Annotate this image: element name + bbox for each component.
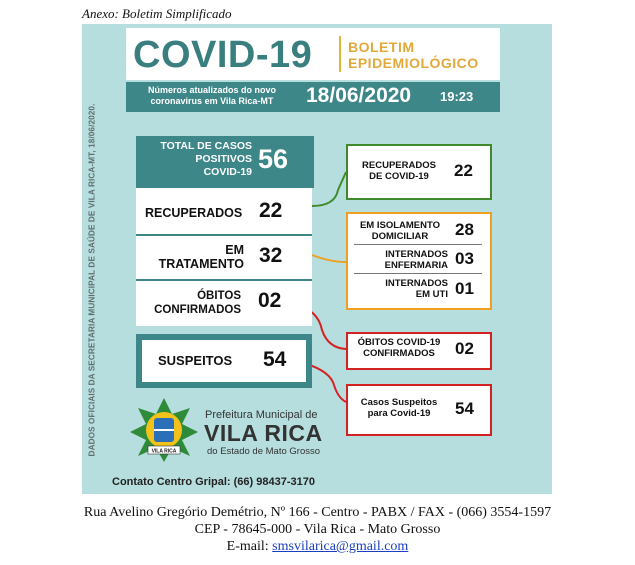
total-cases-line1: TOTAL DE CASOS — [160, 140, 252, 152]
enfermaria-label — [370, 249, 448, 271]
side-caption-text: DADOS OFICIAIS DA SECRETARIA MUNICIPAL DE SAÚDE DE VILA RICA-MT, 18/06/2020. — [87, 103, 97, 457]
divider — [354, 244, 482, 245]
shield-text: VILA RICA — [151, 448, 177, 455]
address-line3 — [0, 538, 635, 555]
divider — [136, 234, 312, 236]
logo-line1: Prefeitura Municipal de — [205, 409, 318, 421]
divider — [354, 273, 482, 274]
recuperados-covid-value: 22 — [454, 161, 473, 180]
isolamento-value: 28 — [455, 220, 474, 239]
bulletin-title-line2: EPIDEMIOLÓGICO — [348, 55, 479, 71]
uti-line1: INTERNADOS — [385, 278, 448, 289]
subheader-line2: coronavirus em Vila Rica-MT — [150, 96, 274, 106]
obitos-line1: ÓBITOS — [197, 290, 241, 302]
suspeitos-covid-label — [350, 397, 448, 419]
tratamento-label — [150, 243, 244, 271]
recuperados-covid-label — [354, 160, 444, 182]
obitos-value: 02 — [258, 289, 282, 312]
enfermaria-line1: INTERNADOS — [385, 249, 448, 260]
obitos-covid-line2: CONFIRMADOS — [363, 348, 435, 359]
suspeitos-label: SUSPEITOS — [158, 353, 233, 368]
email-link[interactable]: smsvilarica@gmail.com — [272, 539, 409, 554]
tratamento-value: 32 — [259, 244, 283, 267]
total-cases-value: 56 — [258, 144, 289, 174]
suspeitos-value: 54 — [263, 348, 287, 371]
total-cases-line3: COVID-19 — [203, 166, 252, 178]
obitos-covid-line1: ÓBITOS COVID-19 — [357, 337, 441, 348]
coat-of-arms-icon — [128, 396, 200, 464]
isolamento-line2: DOMICILIAR — [371, 231, 429, 242]
address-footer — [0, 504, 635, 555]
obitos-line2: CONFIRMADOS — [154, 304, 241, 316]
divider — [136, 279, 312, 281]
connector-recuperados — [312, 172, 346, 206]
address-line2: CEP - 78645-000 - Vila Rica - Mato Grosso — [194, 522, 441, 537]
logo-line2: VILA RICA — [204, 420, 323, 446]
recuperados-label: RECUPERADOS — [145, 206, 243, 220]
total-cases-line2: POSITIVOS — [195, 153, 252, 165]
bulletin-title-line1: BOLETIM — [348, 39, 415, 55]
isolamento-label — [352, 220, 448, 242]
bulletin-date: 18/06/2020 — [306, 84, 412, 107]
obitos-label — [145, 289, 241, 317]
obitos-covid-label — [350, 337, 448, 359]
uti-value: 01 — [455, 279, 474, 298]
enfermaria-line2: ENFERMARIA — [384, 260, 448, 271]
tratamento-line2: TRATAMENTO — [158, 257, 244, 271]
connector-tratamento — [312, 255, 346, 262]
page-title: COVID-19 — [133, 34, 313, 76]
total-cases-label — [140, 140, 252, 179]
recuperados-covid-line1: RECUPERADOS — [362, 160, 436, 171]
uti-line2: EM UTI — [415, 289, 448, 300]
subheader-line1: Números atualizados do novo — [147, 85, 277, 95]
enfermaria-value: 03 — [455, 249, 474, 268]
email-prefix: E-mail: — [226, 539, 273, 554]
bulletin-time: 19:23 — [440, 89, 474, 104]
contact-info: Contato Centro Gripal: (66) 98437-3170 — [112, 476, 315, 488]
recuperados-covid-line2: DE COVID-19 — [369, 171, 429, 182]
recuperados-value: 22 — [259, 199, 283, 222]
address-line1: Rua Avelino Gregório Demétrio, Nº 166 - Centro - PABX / FAX - (066) 3554-1597 — [83, 505, 552, 520]
obitos-covid-value: 02 — [455, 339, 474, 358]
tratamento-line1: EM — [225, 243, 244, 257]
suspeitos-covid-value: 54 — [455, 399, 474, 418]
uti-label — [370, 278, 448, 300]
logo-line3: do Estado de Mato Grosso — [207, 446, 321, 457]
suspeitos-covid-line1: Casos Suspeitos — [360, 397, 438, 408]
suspeitos-covid-line2: para Covid-19 — [367, 408, 431, 419]
isolamento-line1: EM ISOLAMENTO — [359, 220, 441, 231]
annex-label: Anexo: Boletim Simplificado — [82, 6, 232, 21]
